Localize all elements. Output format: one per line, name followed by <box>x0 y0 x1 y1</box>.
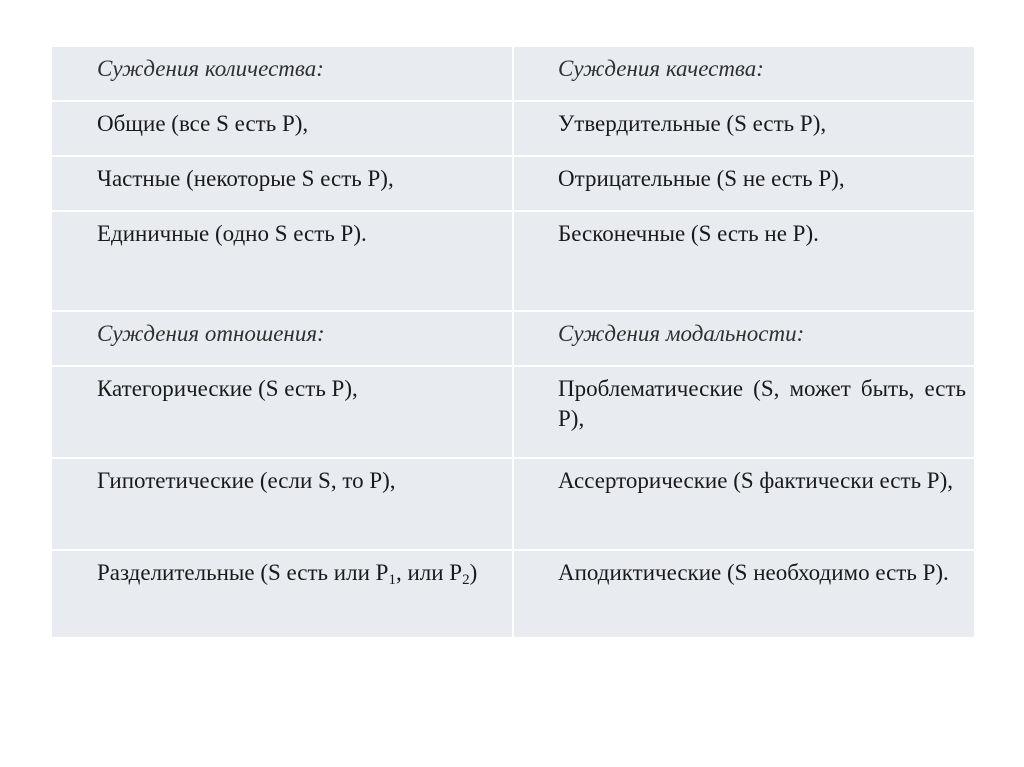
assertoric-judgment: Ассерторические (S фактически есть P), <box>513 458 975 550</box>
subscript-1: 1 <box>388 572 396 588</box>
disjunctive-text-a: Разделительные (S есть или P <box>97 560 389 585</box>
categorical-judgment: Категорические (S есть P), <box>51 366 513 458</box>
table-row <box>51 458 975 550</box>
table-row <box>51 156 975 211</box>
apodictic-judgment: Аподиктические (S необходимо есть P). <box>513 550 975 638</box>
subscript-2: 2 <box>462 572 470 588</box>
quantity-header: Суждения количества: <box>51 46 513 101</box>
particular-judgment: Частные (некоторые S есть P), <box>51 156 513 211</box>
quality-header: Суждения качества: <box>513 46 975 101</box>
table-row <box>51 46 975 101</box>
table-row <box>51 211 975 311</box>
table-row <box>51 311 975 366</box>
modality-header: Суждения модальности: <box>513 311 975 366</box>
table-row <box>51 550 975 638</box>
judgments-table <box>50 45 976 639</box>
hypothetical-judgment: Гипотетические (если S, то P), <box>51 458 513 550</box>
table-row <box>51 101 975 156</box>
table-row <box>51 366 975 458</box>
affirmative-judgment: Утвердительные (S есть P), <box>513 101 975 156</box>
singular-judgment: Единичные (одно S есть P). <box>51 211 513 311</box>
infinite-judgment: Бесконечные (S есть не P). <box>513 211 975 311</box>
relation-header: Суждения отношения: <box>51 311 513 366</box>
negative-judgment: Отрицательные (S не есть P), <box>513 156 975 211</box>
disjunctive-text-b: , или P <box>395 560 463 585</box>
disjunctive-text-c: ) <box>469 560 478 585</box>
disjunctive-judgment <box>51 550 513 638</box>
problematic-judgment: Проблематические (S, может быть, есть P), <box>513 366 975 458</box>
general-judgment: Общие (все S есть P), <box>51 101 513 156</box>
